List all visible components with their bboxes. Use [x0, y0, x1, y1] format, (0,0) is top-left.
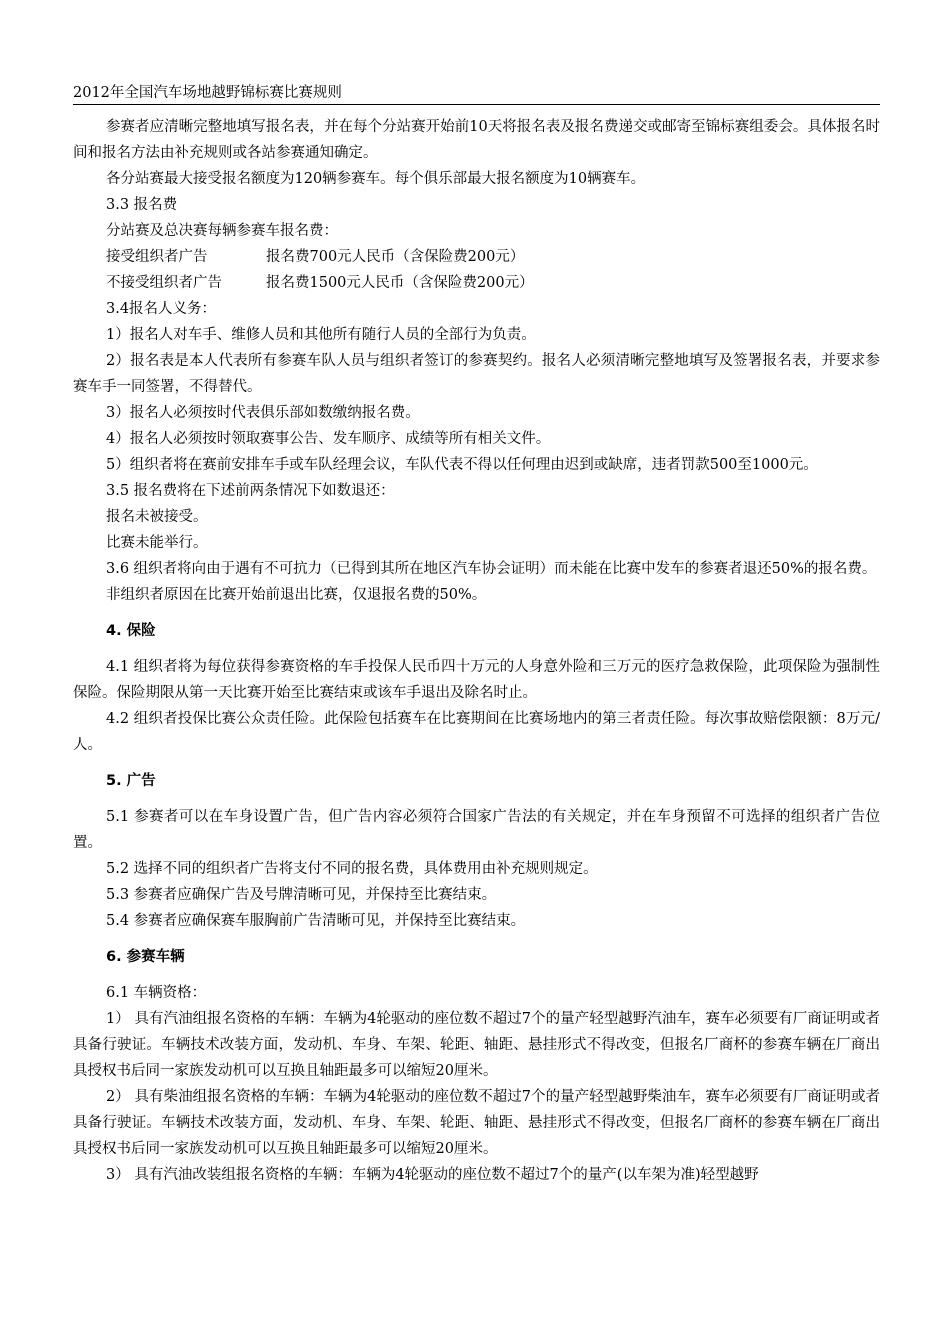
- paragraph-4-2: 4.2 组织者投保比赛公众责任险。此保险包括赛车在比赛期间在比赛场地内的第三者责任险。每次事故赔偿限额：8万元/人。: [73, 711, 880, 753]
- duty-item: 1）报名人对车手、维修人员和其他所有随行人员的全部行为负责。: [106, 327, 536, 343]
- non-organizer-withdrawal: 非组织者原因在比赛开始前退出比赛，仅退报名费的50%。: [106, 587, 487, 603]
- paragraph-3-6: 3.6 组织者将向由于遇有不可抗力（已得到其所在地区汽车协会证明）而未能在比赛中发车的参赛者退还50%的报名费。: [106, 561, 877, 577]
- section-4-title: 4. 保险: [106, 623, 156, 639]
- heading-3-3: 3.3 报名费: [106, 197, 178, 213]
- quota-paragraph: 各分站赛最大接受报名额度为120辆参赛车。每个俱乐部最大报名额度为10辆赛车。: [106, 171, 646, 187]
- fee-value: 报名费1500元人民币（含保险费200元）: [266, 275, 534, 291]
- heading-3-5: 3.5 报名费将在下述前两条情况下如数退还：: [106, 483, 395, 499]
- registration-form-paragraph: 参赛者应清晰完整地填写报名表，并在每个分站赛开始前10天将报名表及报名费递交或邮寄至锦标赛组委会。具体报名时间和报名方法由补充规则或各站参赛通知确定。: [73, 119, 880, 161]
- page-body: [73, 114, 880, 1188]
- duty-item: 4）报名人必须按时领取赛事公告、发车顺序、成绩等所有相关文件。: [106, 431, 551, 447]
- heading-3-4: 3.4报名人义务：: [106, 301, 217, 317]
- paragraph-5-4: 5.4 参赛者应确保赛车服胸前广告清晰可见，并保持至比赛结束。: [106, 913, 526, 929]
- fee-label: 接受组织者广告: [106, 249, 208, 265]
- vehicle-eligibility-item: 2） 具有柴油组报名资格的车辆：车辆为4轮驱动的座位数不超过7个的量产轻型越野柴油车，赛车必须要有厂商证明或者具备行驶证。车辆技术改装方面，发动机、车身、车架、轮距、轴距、悬挂形式不得改变，但报名厂商杯的参赛车辆在厂商出具授权书后同一家族发动机可以互换且轴距最多可以缩短20厘米。: [73, 1089, 880, 1157]
- refund-item: 报名未被接受。: [106, 509, 208, 525]
- section-6-title: 6. 参赛车辆: [106, 949, 185, 965]
- duty-item: 5）组织者将在赛前安排车手或车队经理会议，车队代表不得以任何理由迟到或缺席，违者罚款500至1000元。: [106, 457, 818, 473]
- fee-row-with-ads: [73, 244, 880, 270]
- heading-6-1: 6.1 车辆资格：: [106, 985, 207, 1001]
- running-header: 2012年全国汽车场地越野锦标赛比赛规则: [73, 85, 342, 101]
- header-rule: [73, 104, 880, 105]
- section-5-title: 5. 广告: [106, 773, 156, 789]
- fee-intro: 分站赛及总决赛每辆参赛车报名费：: [106, 223, 338, 239]
- duty-item: 2）报名表是本人代表所有参赛车队人员与组织者签订的参赛契约。报名人必须清晰完整地填写及签署报名表，并要求参赛车手一同签署，不得替代。: [73, 353, 880, 395]
- vehicle-eligibility-item: 1） 具有汽油组报名资格的车辆：车辆为4轮驱动的座位数不超过7个的量产轻型越野汽油车，赛车必须要有厂商证明或者具备行驶证。车辆技术改装方面，发动机、车身、车架、轮距、轴距、悬挂形式不得改变，但报名厂商杯的参赛车辆在厂商出具授权书后同一家族发动机可以互换且轴距最多可以缩短20厘米。: [73, 1011, 880, 1079]
- duty-item: 3）报名人必须按时代表俱乐部如数缴纳报名费。: [106, 405, 420, 421]
- fee-label: 不接受组织者广告: [106, 275, 222, 291]
- paragraph-5-1: 5.1 参赛者可以在车身设置广告，但广告内容必须符合国家广告法的有关规定，并在车身预留不可选择的组织者广告位置。: [73, 809, 880, 851]
- refund-item: 比赛未能举行。: [106, 535, 208, 551]
- paragraph-4-1: 4.1 组织者将为每位获得参赛资格的车手投保人民币四十万元的人身意外险和三万元的医疗急救保险，此项保险为强制性保险。保险期限从第一天比赛开始至比赛结束或该车手退出及除名时止。: [73, 659, 880, 701]
- paragraph-5-2: 5.2 选择不同的组织者广告将支付不同的报名费，具体费用由补充规则规定。: [106, 861, 598, 877]
- fee-value: 报名费700元人民币（含保险费200元）: [266, 249, 525, 265]
- vehicle-eligibility-item: 3） 具有汽油改装组报名资格的车辆：车辆为4轮驱动的座位数不超过7个的量产(以车架为准)轻型越野: [106, 1167, 759, 1183]
- paragraph-5-3: 5.3 参赛者应确保广告及号牌清晰可见，并保持至比赛结束。: [106, 887, 497, 903]
- fee-row-without-ads: [73, 270, 880, 296]
